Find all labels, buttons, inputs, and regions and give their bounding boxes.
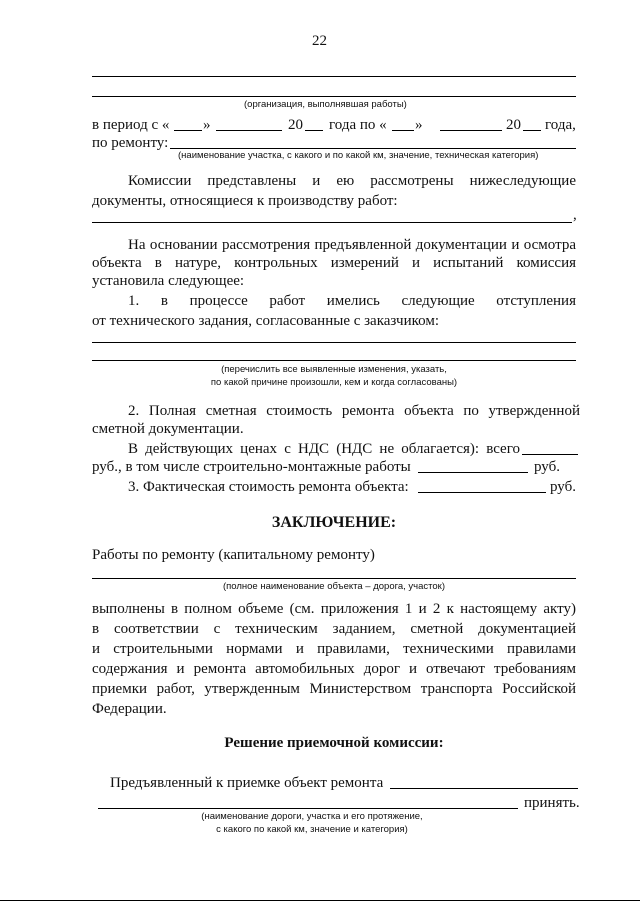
section-caption: (наименование участка, с какого и по какой км, значение, техническая категория) <box>178 150 539 161</box>
conclusion-p2: в соответствии с техническим заданием, сметной документацией <box>92 621 576 637</box>
decision-caption-2: с какого по какой км, значение и категория) <box>216 824 408 835</box>
docs-line-2: документы, относящиеся к производству работ: <box>92 193 398 209</box>
period-year2-blank <box>523 130 541 131</box>
conclusion-p1: выполнены в полном объеме (см. приложения 1 и 2 к настоящему акту) <box>92 601 576 617</box>
page-number: 22 <box>312 33 327 49</box>
period-year1: 20 <box>288 117 303 133</box>
item1-line-1: 1. в процессе работ имелись следующие отступления <box>128 293 576 309</box>
docs-blank <box>92 222 572 223</box>
docs-line-1: Комиссии представлены и ею рассмотрены нижеследующие <box>128 173 576 189</box>
period-month2-blank <box>440 130 502 131</box>
item1-caption-1: (перечислить все выявленные изменения, указать, <box>221 364 447 375</box>
conclusion-p4: содержания и ремонта автомобильных дорог и отвечают требованиям <box>92 661 576 677</box>
docs-comma: , <box>573 207 577 223</box>
total-blank <box>522 454 578 455</box>
decision-caption-1: (наименование дороги, участка и его протяжение, <box>201 811 423 822</box>
conclusion-p6: Федерации. <box>92 701 167 717</box>
item2-line-2: сметной документации. <box>92 421 244 437</box>
conclusion-p5: приемки работ, утвержденным Министерством транспорта Российской <box>92 681 576 697</box>
decision-object-blank <box>390 788 578 789</box>
findings-line-3: установила следующее: <box>92 273 245 289</box>
conclusion-title: ЗАКЛЮЧЕНИЕ: <box>271 514 397 531</box>
decision-title: Решение приемочной комиссии: <box>224 735 444 751</box>
org-line-2 <box>92 96 576 97</box>
rub-suffix-2: руб. <box>550 479 576 495</box>
item1-blank-2 <box>92 360 576 361</box>
item1-line-2: от технического задания, согласованные с заказчиком: <box>92 313 440 329</box>
period-day2-blank <box>392 130 414 131</box>
period-quote2: » <box>415 117 423 133</box>
period-month1-blank <box>216 130 282 131</box>
item1-blank-1 <box>92 342 576 343</box>
decision-road-blank <box>98 808 518 809</box>
period-quote1: » <box>203 117 211 133</box>
findings-line-1: На основании рассмотрения предъявленной документации и осмотра <box>128 237 576 253</box>
repair-blank <box>170 148 576 149</box>
item3-prefix: 3. Фактическая стоимость ремонта объекта: <box>128 479 409 495</box>
period-prefix: в период с « <box>92 117 170 133</box>
object-caption: (полное наименование объекта – дорога, участок) <box>222 581 446 592</box>
conclusion-p3: и строительными нормами и правилами, техническими правилами <box>92 641 576 657</box>
period-suffix: года, <box>545 117 576 133</box>
item1-caption-2: по какой причине произошли, кем и когда согласованы) <box>210 377 458 388</box>
org-line-1 <box>92 76 576 77</box>
findings-line-2: объекта в натуре, контрольных измерений и испытаний комиссия <box>92 255 576 271</box>
object-blank <box>92 578 576 579</box>
works-line: Работы по ремонту (капитальному ремонту) <box>92 547 375 563</box>
actual-cost-blank <box>418 492 546 493</box>
period-year1-blank <box>305 130 323 131</box>
vat-line: В действующих ценах с НДС (НДС не облагается): всего <box>128 441 520 457</box>
period-day1-blank <box>174 130 202 131</box>
decision-accept: принять. <box>524 795 580 811</box>
page-bottom-edge <box>0 900 640 901</box>
period-year2: 20 <box>506 117 521 133</box>
decision-line-1: Предъявленный к приемке объект ремонта <box>110 775 384 791</box>
period-mid: года по « <box>329 117 387 133</box>
repair-prefix: по ремонту: <box>92 135 169 151</box>
org-caption: (организация, выполнявшая работы) <box>244 99 407 110</box>
construction-cost-blank <box>418 472 528 473</box>
rub-line-prefix: руб., в том числе строительно-монтажные работы <box>92 459 411 475</box>
item2-line-1: 2. Полная сметная стоимость ремонта объекта по утвержденной <box>128 403 580 419</box>
rub-suffix-1: руб. <box>534 459 560 475</box>
